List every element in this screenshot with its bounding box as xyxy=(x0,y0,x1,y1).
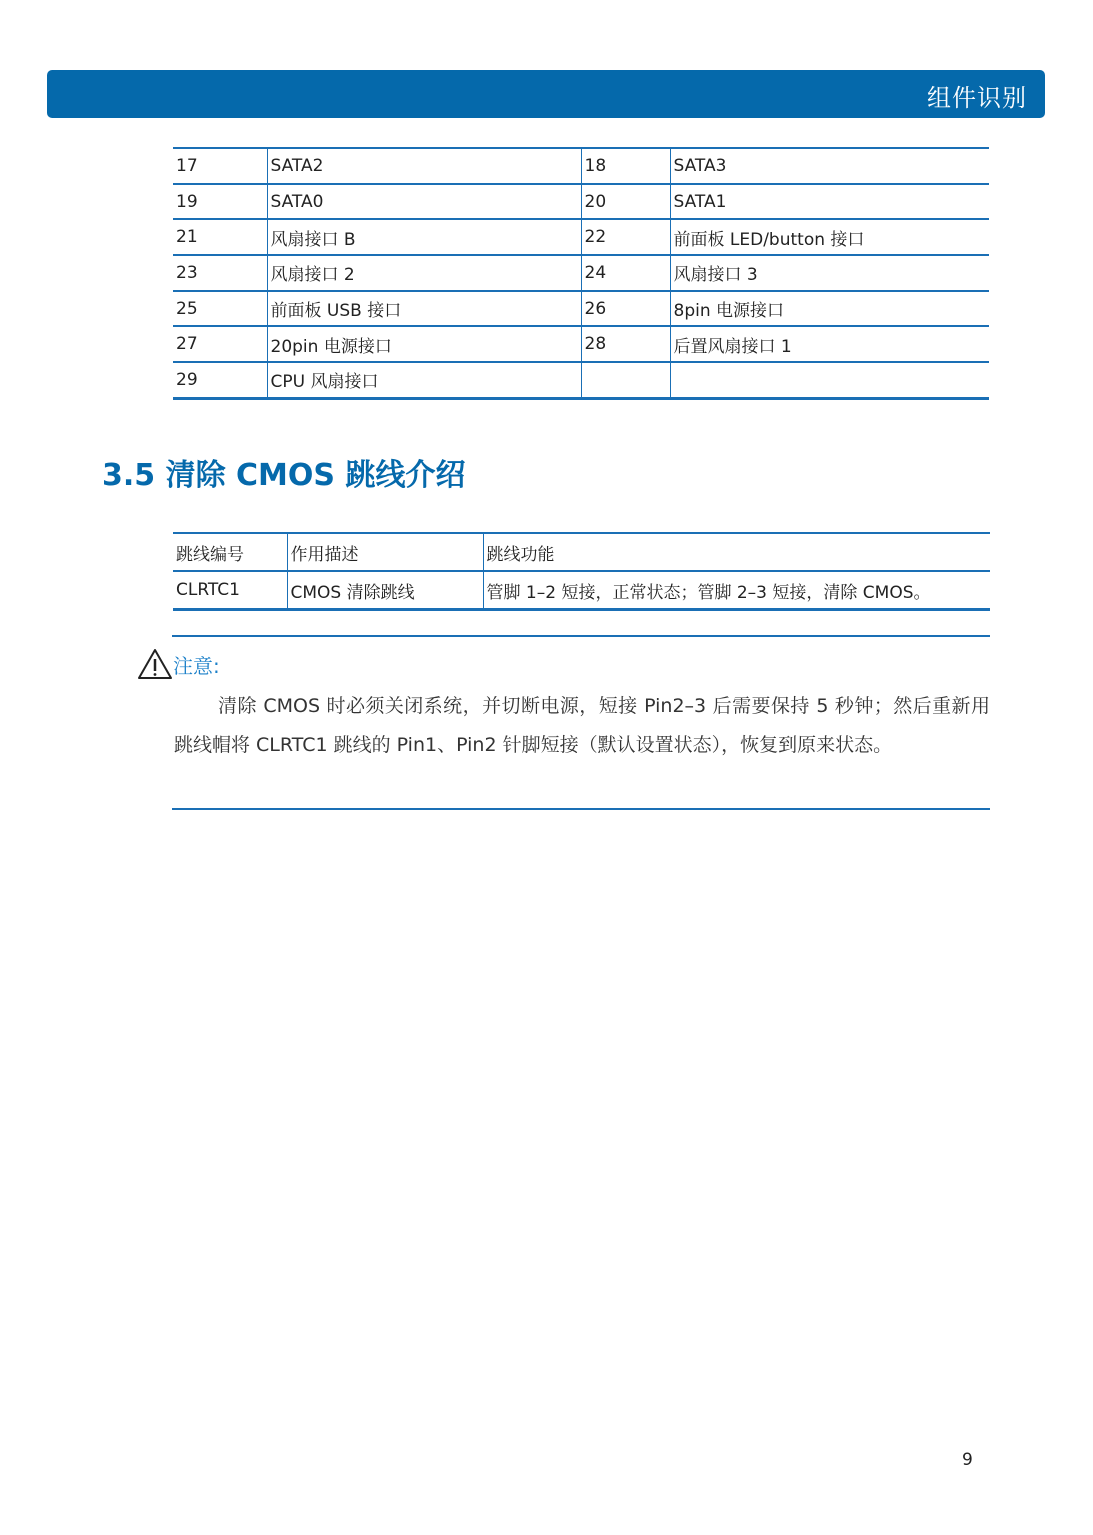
table-cell: 18 xyxy=(581,148,670,184)
table-cell: CLRTC1 xyxy=(173,571,287,610)
table-cell: 20pin 电源接口 xyxy=(267,326,581,362)
table-cell: 29 xyxy=(173,362,267,398)
table-cell xyxy=(670,362,989,398)
table-cell: 20 xyxy=(581,184,670,220)
jumper-table xyxy=(173,532,990,611)
table-cell: 风扇接口 2 xyxy=(267,255,581,291)
table-cell: SATA1 xyxy=(670,184,989,220)
table-row xyxy=(173,326,989,362)
table-row xyxy=(173,219,989,255)
warning-icon xyxy=(137,648,173,680)
connector-table xyxy=(173,147,989,400)
table-row xyxy=(173,362,989,398)
table-row xyxy=(173,291,989,327)
table-cell: 风扇接口 B xyxy=(267,219,581,255)
table-cell: 后置风扇接口 1 xyxy=(670,326,989,362)
chapter-banner xyxy=(47,70,1045,118)
chapter-title: 组件识别 xyxy=(927,84,1027,112)
table-cell: CMOS 清除跳线 xyxy=(287,571,483,610)
header-cell: 跳线编号 xyxy=(173,533,287,571)
note-label: 注意: xyxy=(173,653,220,678)
section-heading: 3.5 清除 CMOS 跳线介绍 xyxy=(102,458,466,493)
note-bottom-divider xyxy=(172,808,990,810)
header-cell: 跳线功能 xyxy=(483,533,990,571)
table-cell: 管脚 1–2 短接，正常状态；管脚 2–3 短接，清除 CMOS。 xyxy=(483,571,990,610)
table-row xyxy=(173,255,989,291)
table-cell: 24 xyxy=(581,255,670,291)
table-row xyxy=(173,184,989,220)
table-cell: 22 xyxy=(581,219,670,255)
table-cell: 风扇接口 3 xyxy=(670,255,989,291)
table-cell: 前面板 LED/button 接口 xyxy=(670,219,989,255)
table-cell: 23 xyxy=(173,255,267,291)
table-cell: SATA3 xyxy=(670,148,989,184)
table-cell: SATA2 xyxy=(267,148,581,184)
note-text: 清除 CMOS 时必须关闭系统，并切断电源，短接 Pin2–3 后需要保持 5 秒钟；然后重新用跳线帽将 CLRTC1 跳线的 Pin1、Pin2 针脚短接（默认设置状态），恢复到原来状态。 xyxy=(174,695,990,756)
table-cell: 19 xyxy=(173,184,267,220)
table-cell: 28 xyxy=(581,326,670,362)
table-cell: SATA0 xyxy=(267,184,581,220)
table-cell: 25 xyxy=(173,291,267,327)
table-cell: 17 xyxy=(173,148,267,184)
table-cell: 前面板 USB 接口 xyxy=(267,291,581,327)
table-header-row xyxy=(173,533,990,571)
page-number: 9 xyxy=(962,1450,973,1470)
table-cell: 8pin 电源接口 xyxy=(670,291,989,327)
note-top-divider xyxy=(172,635,990,637)
table-cell xyxy=(581,362,670,398)
table-row xyxy=(173,571,990,610)
table-cell: 26 xyxy=(581,291,670,327)
table-cell: CPU 风扇接口 xyxy=(267,362,581,398)
note-heading xyxy=(137,648,220,680)
table-cell: 21 xyxy=(173,219,267,255)
table-row xyxy=(173,148,989,184)
table-cell: 27 xyxy=(173,326,267,362)
header-cell: 作用描述 xyxy=(287,533,483,571)
